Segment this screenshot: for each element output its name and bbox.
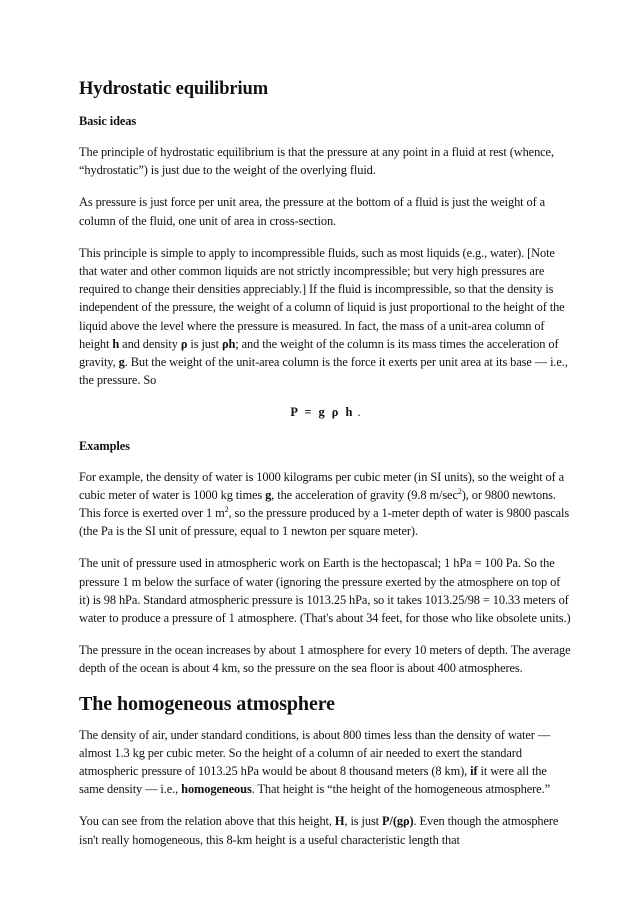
heading-homogeneous-atmosphere: The homogeneous atmosphere [79, 692, 335, 715]
text-run: This principle is simple to apply to incompressible fluids, such as most liquids (e.g., water). [Note that water and other common liquids are not strictly incompressible; but very high pressures are required to change their densities appreciably.] If the fluid is incompressible, so that the density is independent of the pressure, the weight of a column of liquid is just proportional to the height of the liquid above the level where the pressure is measured. In fact, the mass of a unit-area column of height [79, 245, 565, 351]
text-run: it were all the same density — i.e., [79, 764, 547, 797]
text-run: For example, the density of water is 1000 kilograms per cubic meter (in SI units), so the weight of a cubic meter of water is 1000 kg times [79, 469, 565, 502]
superscript-2: 2 [457, 486, 462, 496]
heading-hydrostatic: Hydrostatic equilibrium [79, 79, 269, 99]
text-run: . That height is “the height of the homogeneous atmosphere.” [251, 782, 550, 797]
text-run: is just [187, 336, 222, 351]
text-run: ), or 9800 newtons. This force is exerted over 1 m [79, 487, 556, 521]
paragraph-ocean: The pressure in the ocean increases by about 1 atmosphere for every 10 meters of depth. The average depth of the ocean is about 4 km, so the pressure on the sea floor is about 400 atmospheres. [79, 643, 571, 676]
paragraph-incompressible [79, 244, 572, 390]
subheading-examples: Examples [79, 438, 130, 453]
paragraph-height-relation [79, 812, 572, 848]
symbol-h: h [112, 336, 120, 351]
paragraph-air-density [79, 726, 572, 799]
superscript-2: 2 [224, 504, 229, 514]
equation-period: . [354, 405, 361, 420]
text-run: ; and the weight of the column is its mass times the acceleration of gravity, [79, 336, 559, 370]
equation-pressure [79, 403, 572, 421]
text-run: , is just [344, 814, 383, 829]
formula-p-over-g-rho: P/(gρ) [382, 814, 414, 829]
text-run: The density of air, under standard conditions, is about 800 times less than the density of water — almost 1.3 kg per cubic meter. So the height of a column of air needed to exert the standard atmospheric pressure of 1013.25 hPa would be about 8 thousand meters (8 km), [79, 727, 551, 779]
text-run: , so the pressure produced by a 1-meter depth of water is 9800 pascals (the Pa is the SI unit of pressure, equal to 1 newton per square meter). [79, 506, 570, 539]
paragraph-hectopascal: The unit of pressure used in atmospheric work on Earth is the hectopascal; 1 hPa = 100 Pa. So the pressure 1 m below the surface of water (ignoring the pressure exerted by the atmosphere on top of it) is 98 hPa. Standard atmospheric pressure is 1013.25 hPa, so it takes 1013.25/98 = 10.33 meters of water to produce a pressure of 1 atmosphere. (That's about 34 feet, for those who like obsolete units.) [79, 556, 571, 626]
text-run: . Even though the atmosphere isn't really homogeneous, this 8-km height is a useful characteristic length that [79, 814, 559, 847]
emphasis-homogeneous: homogeneous [181, 782, 252, 797]
paragraph-principle: The principle of hydrostatic equilibrium is that the pressure at any point in a fluid at rest (whence, “hydrostatic”) is just due to the weight of the overlying fluid. [79, 145, 554, 178]
emphasis-if: if [470, 764, 478, 779]
subheading-basic-ideas: Basic ideas [79, 114, 137, 128]
text-run: and density [119, 336, 181, 351]
symbol-rho-h: ρh [221, 336, 236, 351]
text-run: You can see from the relation above that this height, [79, 814, 335, 829]
equation-text: P = g ρ h [290, 405, 355, 420]
symbol-H: H [334, 814, 345, 829]
symbol-g: g [265, 487, 272, 502]
text-run: , the acceleration of gravity (9.8 m/sec [271, 487, 458, 502]
text-run: . But the weight of the unit-area column is the force it exerts per unit area at its base — i.e., the pressure. So [79, 355, 568, 388]
paragraph-water-example [79, 468, 572, 541]
symbol-g: g [118, 355, 125, 370]
paragraph-pressure-force: As pressure is just force per unit area, the pressure at the bottom of a fluid is just the weight of a column of the fluid, one unit of area in cross-section. [79, 195, 546, 228]
symbol-rho: ρ [180, 336, 188, 351]
